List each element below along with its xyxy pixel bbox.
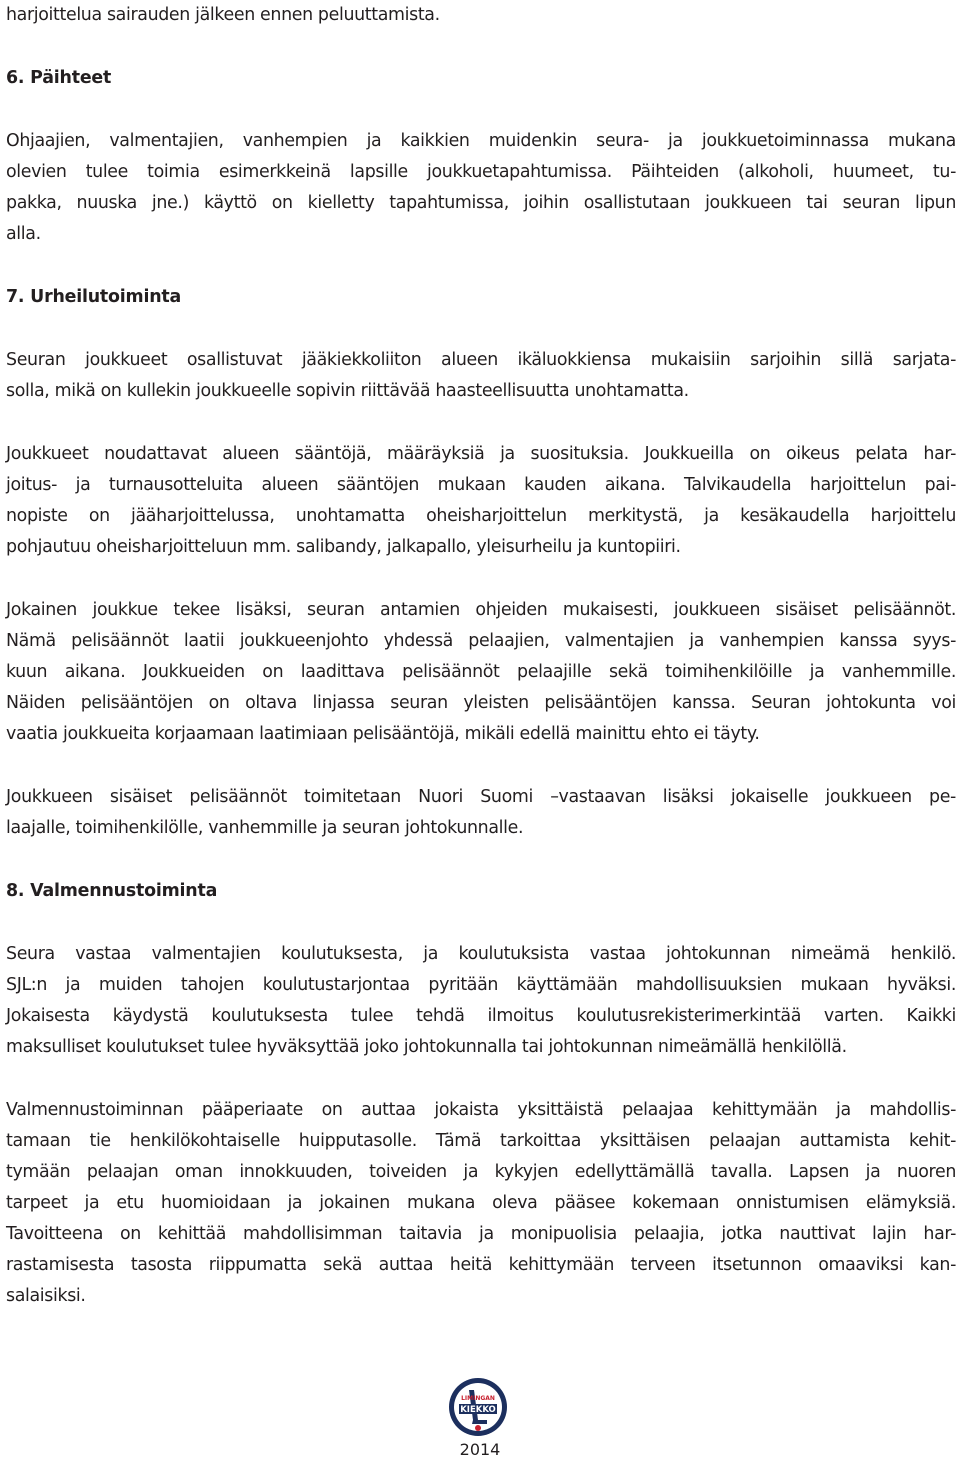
paragraph	[6, 939, 956, 1063]
text-line: Näiden pelisääntöjen on oltava linjassa seuran yleisten pelisääntöjen kanssa. Seuran johtokunta voi	[6, 693, 956, 713]
logo-top-text: LIMINGAN	[461, 1395, 495, 1402]
text-line: SJL:n ja muiden tahojen koulutustarjontaa pyritään käyttämään mahdollisuuksien mukaan hyväksi.	[6, 975, 956, 995]
paragraph	[6, 0, 956, 31]
text-line: Valmennustoiminnan pääperiaate on auttaa jokaista yksittäistä pelaajaa kehittymään ja mahdollis-	[6, 1100, 956, 1120]
logo-main-text: KIEKKO	[460, 1405, 496, 1415]
text-line: Tavoitteena on kehittää mahdollisimman taitavia ja monipuolisia pelaajia, jotka nauttivat lajin har-	[6, 1224, 956, 1244]
paragraph	[6, 439, 956, 563]
text-line: joitus- ja turnausotteluita alueen sääntöjen mukaan kauden aikana. Talvikaudella harjoittelun pai-	[6, 475, 956, 495]
text-line: Seura vastaa valmentajien koulutuksesta, ja koulutuksista vastaa johtokunnan nimeämä henkilö.	[6, 944, 956, 964]
text-line: olevien tulee toimia esimerkkeinä lapsille joukkuetapahtumissa. Päihteiden (alkoholi, huumeet, tu-	[6, 162, 956, 182]
text-line: nopiste on jääharjoittelussa, unohtamatta oheisharjoittelun merkitystä, ja kesäkaudella harjoittelu	[6, 506, 956, 526]
club-logo	[447, 1376, 509, 1438]
text-line: rastamisesta tasosta riippumatta sekä auttaa heitä kehittymään terveen itsetunnon omaaviksi kan-	[6, 1255, 956, 1275]
paragraph-gap	[6, 750, 956, 782]
paragraph	[6, 595, 956, 750]
logo-puck	[475, 1425, 481, 1431]
text-line: Seuran joukkueet osallistuvat jääkiekkoliiton alueen ikäluokkiensa mukaisiin sarjoihin sillä sarjata-	[6, 350, 956, 370]
paragraph-gap	[6, 313, 956, 345]
text-line: kuun aikana. Joukkueiden on laadittava pelisäännöt pelaajille sekä toimihenkilöille ja vanhemmille.	[6, 662, 956, 682]
text-line: Ohjaajien, valmentajien, vanhempien ja kaikkien muidenkin seura- ja joukkuetoiminnassa mukana	[6, 131, 956, 151]
paragraph	[6, 345, 956, 407]
paragraph-gap	[6, 1063, 956, 1095]
text-line: maksulliset koulutukset tulee hyväksyttää joko johtokunnalla tai johtokunnan nimeämällä henkilöllä.	[6, 1037, 847, 1057]
paragraph-gap	[6, 250, 956, 282]
text-line: laajalle, toimihenkilölle, vanhemmille ja seuran johtokunnalle.	[6, 818, 524, 838]
text-line: alla.	[6, 224, 41, 244]
text-line: harjoittelua sairauden jälkeen ennen peluuttamista.	[6, 5, 440, 25]
text-line: vaatia joukkueita korjaamaan laatimiaan pelisääntöjä, mikäli edellä mainittu ehto ei täyty.	[6, 724, 760, 744]
paragraph-gap	[6, 94, 956, 126]
paragraph-gap	[6, 907, 956, 939]
text-line: salaisiksi.	[6, 1286, 86, 1306]
paragraph-gap	[6, 407, 956, 439]
paragraph-gap	[6, 844, 956, 876]
text-line: pakka, nuuska jne.) käyttö on kielletty tapahtumissa, joihin osallistutaan joukkueen tai seuran lipun	[6, 193, 956, 213]
text-line: pohjautuu oheisharjoitteluun mm. salibandy, jalkapallo, yleisurheilu ja kuntopiiri.	[6, 537, 681, 557]
footer-year: 2014	[459, 1440, 501, 1459]
page-footer	[0, 1376, 960, 1463]
section-heading: 7. Urheilutoiminta	[6, 287, 182, 307]
text-line: tymään pelaajan oman innokkuuden, toiveiden ja kykyjen edellyttämällä tavalla. Lapsen ja nuoren	[6, 1162, 956, 1182]
text-line: Nämä pelisäännöt laatii joukkueenjohto yhdessä pelaajien, valmentajien ja vanhempien kanssa syys-	[6, 631, 956, 651]
paragraph	[6, 126, 956, 250]
text-line: Joukkueen sisäiset pelisäännöt toimitetaan Nuori Suomi –vastaavan lisäksi jokaiselle joukkueen pe-	[6, 787, 956, 807]
text-line: Jokainen joukkue tekee lisäksi, seuran antamien ohjeiden mukaisesti, joukkueen sisäiset pelisäännöt.	[6, 600, 956, 620]
text-line: tarpeet ja etu huomioidaan ja jokainen mukana oleva pääsee kokemaan onnistumisen elämyksiä.	[6, 1193, 956, 1213]
paragraph	[6, 1095, 956, 1312]
text-line: Jokaisesta käydystä koulutuksesta tulee tehdä ilmoitus koulutusrekisterimerkintää varten. Kaikki	[6, 1006, 956, 1026]
text-line: tamaan tie henkilökohtaiselle huipputasolle. Tämä tarkoittaa yksittäisen pelaajan auttamista kehit-	[6, 1131, 956, 1151]
section-heading: 6. Päihteet	[6, 68, 112, 88]
text-line: Joukkueet noudattavat alueen sääntöjä, määräyksiä ja suosituksia. Joukkueilla on oikeus pelata har-	[6, 444, 956, 464]
paragraph-gap	[6, 563, 956, 595]
section-heading: 8. Valmennustoiminta	[6, 881, 218, 901]
document-body	[6, 0, 956, 1312]
logo-stick-blade	[472, 1420, 487, 1424]
text-line: solla, mikä on kullekin joukkueelle sopivin riittävää haasteellisuutta unohtamatta.	[6, 381, 689, 401]
paragraph-gap	[6, 31, 956, 63]
paragraph	[6, 782, 956, 844]
